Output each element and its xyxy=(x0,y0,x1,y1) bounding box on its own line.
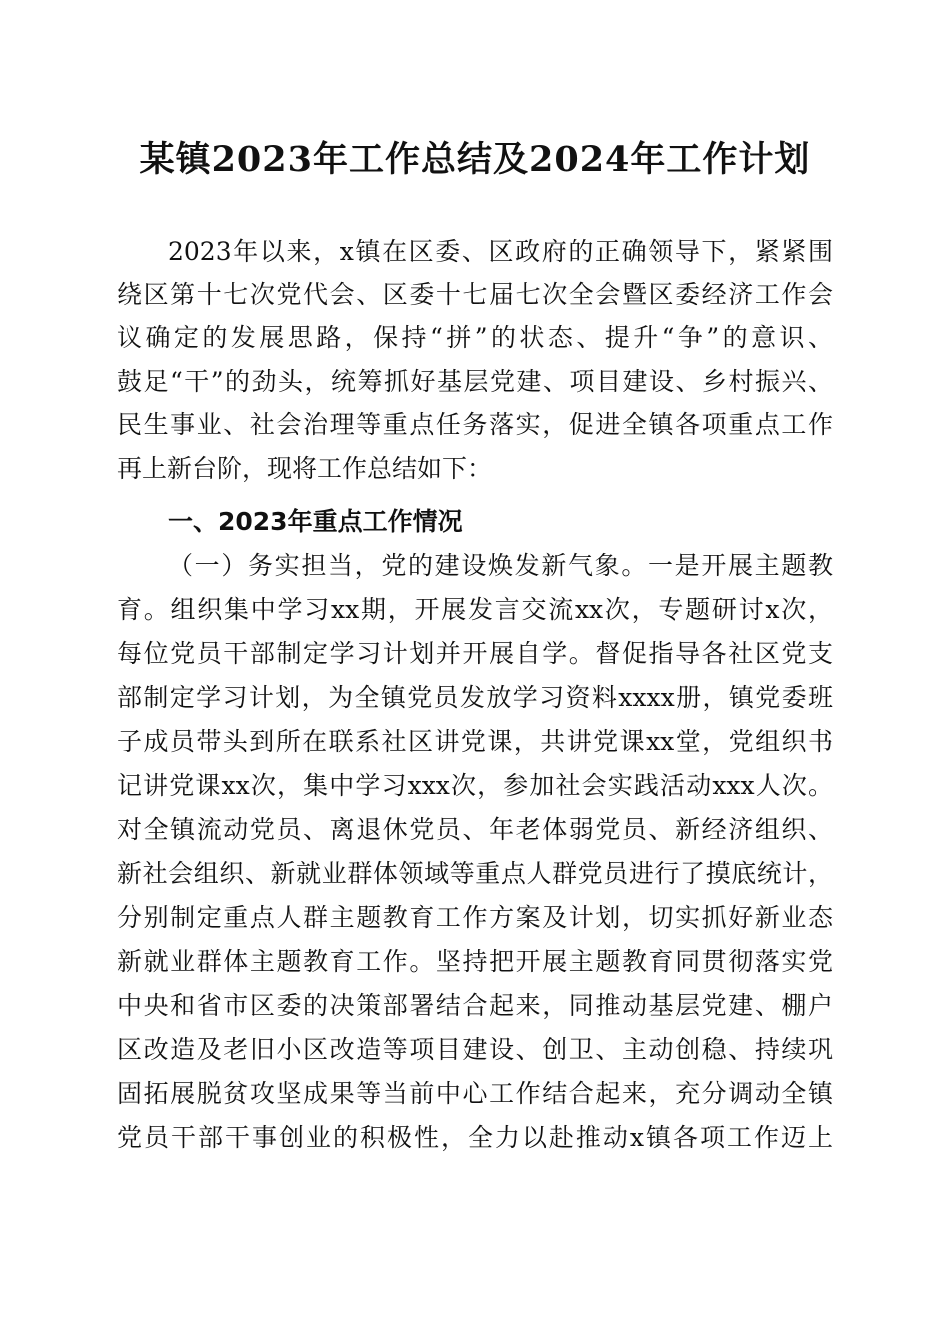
intro-line-1: 2023年以来，x镇在区委、区政府的正确领导下，紧紧围 xyxy=(168,237,833,266)
intro-line-2: 绕区第十七次党代会、区委十七届七次全会暨区委经济工作会 xyxy=(117,280,833,309)
section1-line-10: 新就业群体主题教育工作。坚持把开展主题教育同贯彻落实党 xyxy=(117,947,833,976)
intro-line-3: 议确定的发展思路，保持“拼”的状态、提升“争”的意识、 xyxy=(117,323,833,352)
section-heading: 一、2023年重点工作情况 xyxy=(168,507,463,536)
section1-line-4: 部制定学习计划，为全镇党员发放学习资料xxxx册，镇党委班 xyxy=(117,683,833,712)
section1-line-12: 区改造及老旧小区改造等项目建设、创卫、主动创稳、持续巩 xyxy=(117,1035,833,1064)
section1-line-8: 新社会组织、新就业群体领域等重点人群党员进行了摸底统计， xyxy=(117,859,833,888)
intro-line-4: 鼓足“干”的劲头，统筹抓好基层党建、项目建设、乡村振兴、 xyxy=(117,367,833,396)
section1-line-6: 记讲党课xx次，集中学习xxx次，参加社会实践活动xxx人次。 xyxy=(117,771,833,800)
section1-line-3: 每位党员干部制定学习计划并开展自学。督促指导各社区党支 xyxy=(117,639,833,668)
section1-line-1: （一）务实担当，党的建设焕发新气象。一是开展主题教 xyxy=(168,551,833,580)
intro-line-6: 再上新台阶，现将工作总结如下： xyxy=(117,454,493,483)
section1-line-9: 分别制定重点人群主题教育工作方案及计划，切实抓好新业态 xyxy=(117,903,833,932)
intro-line-5: 民生事业、社会治理等重点任务落实，促进全镇各项重点工作 xyxy=(117,410,833,439)
section1-line-5: 子成员带头到所在联系社区讲党课，共讲党课xx堂，党组织书 xyxy=(117,727,833,756)
document-title: 某镇2023年工作总结及2024年工作计划 xyxy=(139,139,811,180)
section1-line-7: 对全镇流动党员、离退休党员、年老体弱党员、新经济组织、 xyxy=(117,815,833,844)
section1-line-11: 中央和省市区委的决策部署结合起来，同推动基层党建、棚户 xyxy=(117,991,833,1020)
section1-line-13: 固拓展脱贫攻坚成果等当前中心工作结合起来，充分调动全镇 xyxy=(117,1079,833,1108)
section1-line-2: 育。组织集中学习xx期，开展发言交流xx次，专题研讨x次， xyxy=(117,595,833,624)
section1-line-14: 党员干部干事创业的积极性，全力以赴推动x镇各项工作迈上 xyxy=(117,1123,833,1152)
